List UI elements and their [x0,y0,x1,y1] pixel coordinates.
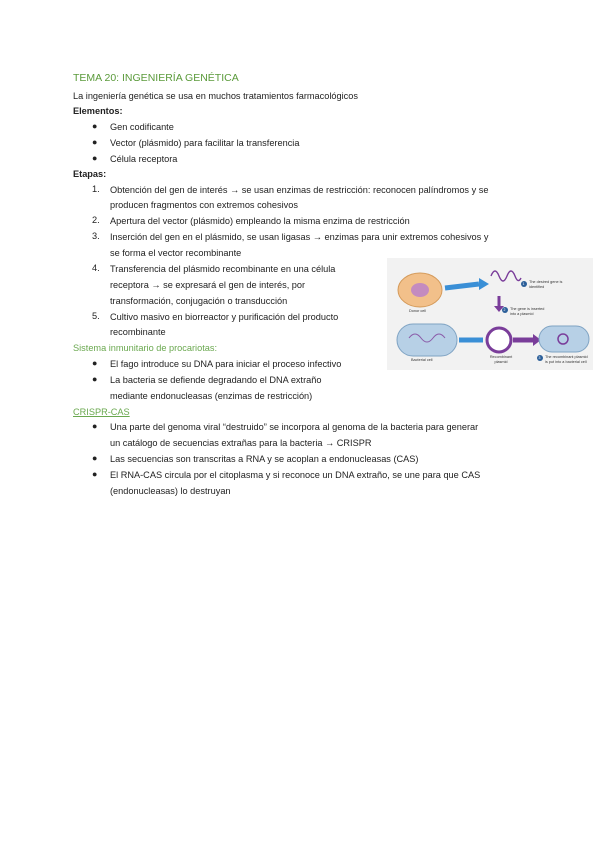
crispr-item: Una parte del genoma viral “destruido” se incorpora al genoma de la bacteria para generar [110,422,479,432]
etapa-text: Inserción del gen en el plásmido, se usan ligasas → enzimas para unir extremos cohesivos y [110,232,489,242]
etapa-text: Transferencia del plásmido recombinante en una célula [110,264,336,274]
elementos-heading: Elementos: [73,106,123,116]
bullet-icon: ● [92,358,98,368]
figure-label: The desired gene is identified [529,280,563,289]
etapa-number: 5. [92,311,100,321]
figure-label: Recombinant plasmid [489,355,513,364]
bullet-icon: ● [92,453,98,463]
etapa-text: Apertura del vector (plásmido) empleando la misma enzima de restricción [110,216,410,226]
etapa-text: se forma el vector recombinante [110,248,242,258]
figure-label: The recombinant plasmid is put into a bacterial cell [545,355,588,364]
arrow-icon [445,284,479,288]
etapa-text: transformación, conjugación o transducción [110,296,288,306]
bullet-icon: ● [92,469,98,479]
bullet-icon: ● [92,137,98,147]
bullet-icon: ● [92,421,98,431]
etapa-text: Cultivo masivo en biorreactor y purificación del producto [110,312,339,322]
crispr-item: un catálogo de secuencias extrañas para la bacteria → CRISPR [110,438,372,448]
page-title: TEMA 20: INGENIERÍA GENÉTICA [73,72,239,84]
etapa-number: 3. [92,231,100,241]
nucleus-icon [411,283,429,297]
recombinant-cell-icon [539,326,589,352]
bacterial-cell-icon [397,324,457,356]
bullet-icon: ● [92,153,98,163]
etapa-number: 1. [92,184,100,194]
figure-label: Donor cell [409,309,427,313]
crispr-item: El RNA-CAS circula por el citoplasma y si reconoce un DNA extraño, se une para que CAS [110,470,481,480]
crispr-item: Las secuencias son transcritas a RNA y se acoplan a endonucleasas (CAS) [110,454,419,464]
etapa-text: receptora → se expresará el gen de interés, por [110,280,306,290]
etapa-number: 4. [92,263,100,273]
crispr-heading-link[interactable]: CRISPR-CAS [73,407,130,417]
plasmid-ring-icon [487,328,511,352]
bullet-icon: ● [92,121,98,131]
figure-illustration [387,258,593,370]
genetic-engineering-figure [387,258,593,370]
figure-label: Bacterial cell [411,358,433,362]
etapa-number: 2. [92,215,100,225]
etapa-text: Obtención del gen de interés → se usan enzimas de restricción: reconocen palíndromos y se [110,185,489,195]
bullet-icon: ● [92,374,98,384]
sistema-heading: Sistema inmunitario de procariotas: [73,343,218,353]
etapas-heading: Etapas: [73,169,107,179]
arrow-head-icon [479,278,489,290]
sistema-item: mediante endonucleasas (enzimas de restricción) [110,391,313,401]
elementos-item: Vector (plásmido) para facilitar la transferencia [110,138,300,148]
step-number: 1 [522,281,525,286]
crispr-item: (endonucleasas) lo destruyan [110,486,231,496]
sistema-item: El fago introduce su DNA para iniciar el proceso infectivo [110,359,342,369]
figure-label: The gene is inserted into a plasmid [510,307,545,316]
etapa-text: producen fragmentos con extremos cohesivos [110,200,298,210]
step-number: 2 [503,307,506,312]
elementos-item: Célula receptora [110,154,178,164]
intro-text: La ingeniería genética se usa en muchos tratamientos farmacológicos [73,91,358,101]
etapa-text: recombinante [110,327,166,337]
elementos-item: Gen codificante [110,122,174,132]
step-number: 3 [538,355,541,360]
sistema-item: La bacteria se defiende degradando el DNA extraño [110,375,322,385]
dna-strand-icon [491,271,521,281]
